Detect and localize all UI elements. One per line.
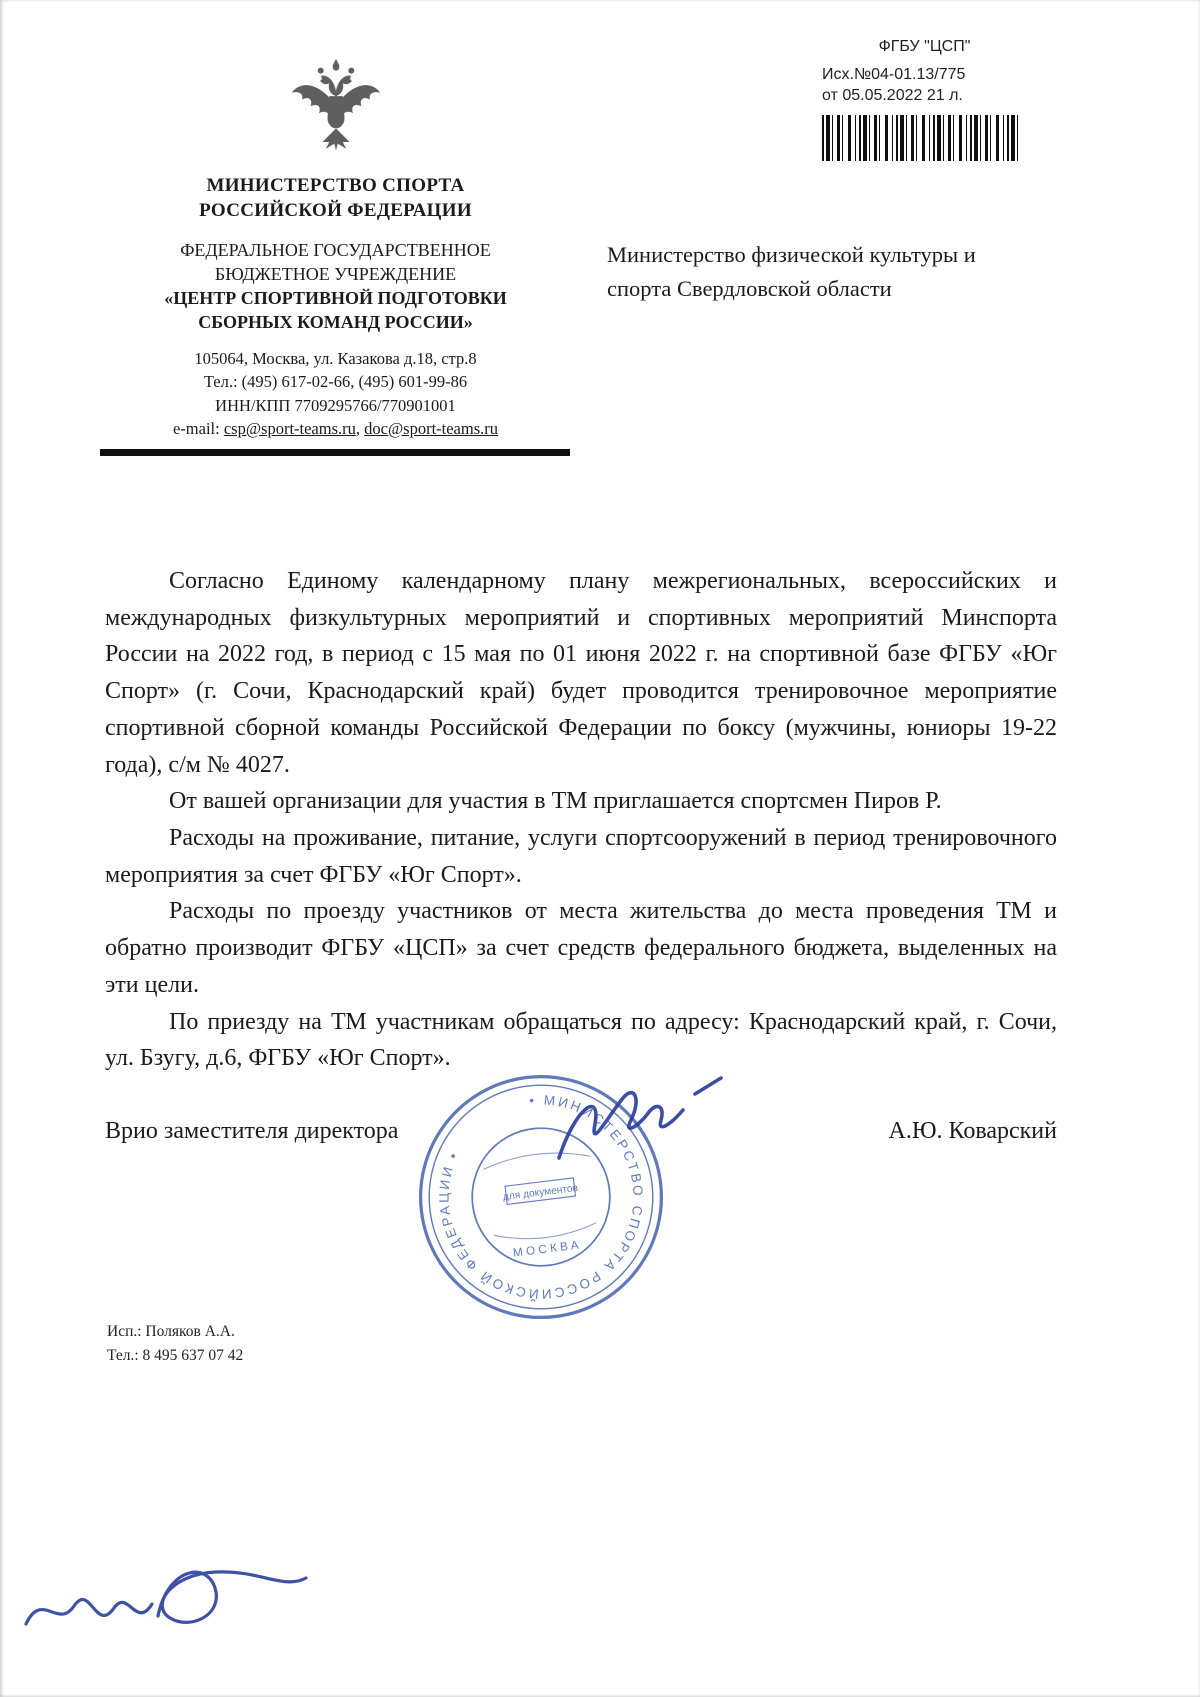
sender-address: 105064, Москва, ул. Казакова д.18, стр.8 (194, 349, 477, 369)
coat-of-arms-icon (285, 52, 387, 164)
sender-inn-kpp: ИНН/КПП 7709295766/770901001 (215, 395, 456, 415)
sender-phone: Тел.: (495) 617-02-66, (495) 601-99-86 (203, 372, 468, 392)
signer-position: Врио заместителя директора (105, 1118, 399, 1144)
executor-phone: Тел.: 8 495 637 07 42 (107, 1347, 244, 1365)
sender-letterhead (108, 52, 563, 440)
paragraph-schedule: Согласно Единому календарному плану межрегиональных, всероссийских и международных физкультурных мероприятий и спортивных мероприятий Минспорта России на 2022 год, в период с 15 мая по 01 июня 2022 г. на спортивной базе ФГБУ «Юг Спорт» (г. Сочи, Краснодарский край) будет проводится тренировочное мероприятие спортивной сборной команды Российской Федерации по боксу (мужчины, юниоры 19-22 года), с/м № 4027. (105, 568, 1057, 778)
org-line-2: БЮДЖЕТНОЕ УЧРЕЖДЕНИЕ (214, 264, 457, 285)
recipient-block (607, 238, 1059, 306)
ministry-line-2: РОССИЙСКОЙ ФЕДЕРАЦИИ (199, 199, 472, 221)
org-line-4: СБОРНЫХ КОМАНД РОССИИ» (198, 311, 473, 332)
stamp-inner-text: для документов (502, 1182, 579, 1203)
registration-stamp (822, 36, 1027, 161)
email-link-doc[interactable]: doc@sport-teams.ru (364, 418, 499, 438)
email-link-csp[interactable]: csp@sport-teams.ru (223, 418, 356, 438)
barcode (822, 115, 1020, 161)
email-label: e-mail: (172, 418, 224, 438)
recipient-line-2: спорта Свердловской области (607, 275, 892, 301)
sender-email-line (108, 417, 563, 440)
ministry-line-1: МИНИСТЕРСТВО СПОРТА (206, 175, 465, 196)
letter-body (105, 563, 1057, 1077)
organization-name (108, 239, 563, 334)
signer-name: А.Ю. Коварский (888, 1118, 1057, 1144)
bottom-page-signature (18, 1540, 318, 1670)
letterhead-divider (100, 449, 570, 456)
executor-block (107, 1320, 243, 1368)
org-line-1: ФЕДЕРАЛЬНОЕ ГОСУДАРСТВЕННОЕ (180, 240, 491, 261)
recipient-line-1: Министерство физической культуры и (607, 242, 976, 267)
email-separator: , (355, 418, 365, 438)
registration-org: ФГБУ "ЦСП" (878, 38, 971, 55)
org-line-3: «ЦЕНТР СПОРТИВНОЙ ПОДГОТОВКИ (164, 287, 507, 308)
registration-date: от 05.05.2022 21 л. (822, 87, 963, 105)
executor-name: Исп.: Поляков А.А. (107, 1323, 235, 1340)
paragraph-invitation: От вашей организации для участия в ТМ приглашается спортсмен Пиров Р. (169, 788, 942, 815)
paragraph-accommodation: Расходы на проживание, питание, услуги спортсооружений в период тренировочного мероприятия за счет ФГБУ «Юг Спорт». (105, 825, 1057, 888)
ministry-name (108, 174, 563, 223)
registration-ref-number: Исх.№04-01.13/775 (822, 65, 966, 83)
stamp-ring-text: • МИНИСТЕРСТВО СПОРТА РОССИЙСКОЙ ФЕДЕРАЦИИ • (436, 1092, 646, 1302)
sender-contacts (108, 347, 563, 439)
paragraph-arrival-address: По приезду на ТМ участникам обращаться по адресу: Краснодарский край, г. Сочи, ул. Бзугу, д.6, ФГБУ «Юг Спорт». (105, 1008, 1057, 1072)
paragraph-travel-costs: Расходы по проезду участников от места жительства до места проведения ТМ и обратно производит ФГБУ «ЦСП» за счет средств федерального бюджета, выделенных на эти цели. (105, 898, 1057, 998)
director-signature (545, 1072, 775, 1202)
stamp-city-text: МОСКВА (512, 1237, 583, 1260)
